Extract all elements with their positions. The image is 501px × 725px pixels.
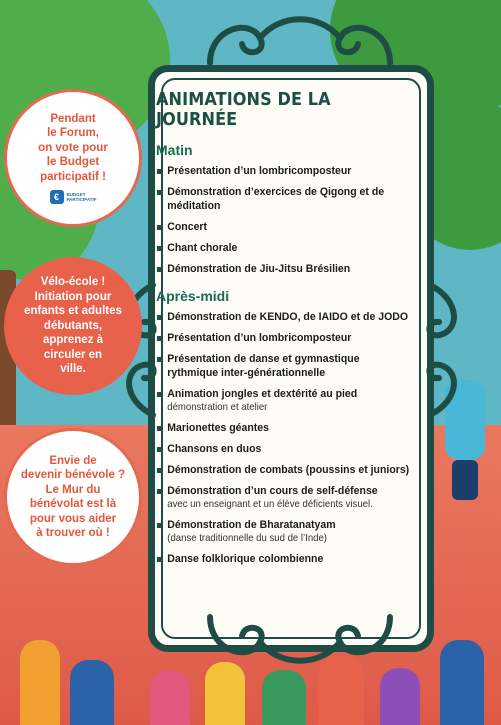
list-item: Démonstration de Jiu-Jitsu Brésilien (156, 262, 410, 276)
list-item: Démonstration d’exercices de Qigong et de méditation (156, 185, 410, 213)
page-title: ANIMATIONS DE LA JOURNÉE (156, 90, 331, 130)
list-item: Démonstration de combats (poussins et juniors) (156, 463, 410, 477)
budget-participatif-bubble: Pendant le Forum, on vote pour le Budget participatif ! € BUDGET PARTICIPATIF (4, 89, 142, 227)
list-item: Présentation d’un lombricomposteur (156, 331, 410, 345)
list-item: Danse folklorique colombienne (156, 552, 410, 566)
frame-ornament-bottom (200, 612, 400, 672)
budget-participatif-logo: € BUDGET PARTICIPATIF (50, 190, 97, 204)
section-heading-apres-midi: Après-midi (156, 288, 230, 304)
benevole-bubble: Envie de devenir bénévole ? Le Mur du bénévolat est là pour vous aider à trouver où ! (4, 428, 142, 566)
euro-icon: € (50, 190, 64, 204)
list-item: Animation jongles et dextérité au pied démonstration et atelier (156, 387, 410, 414)
list-item: Marionettes géantes (156, 421, 410, 435)
list-item: Chansons en duos (156, 442, 410, 456)
program-content (156, 90, 426, 578)
list-apres-midi (156, 310, 426, 566)
list-item: Présentation de danse et gymnastique rythmique inter-générationnelle (156, 352, 410, 380)
velo-ecole-bubble: Vélo-école ! Initiation pour enfants et adultes débutants, apprenez à circuler en ville. (4, 257, 142, 395)
frame-ornament-top (200, 8, 400, 68)
list-item: Démonstration de Bharatanatyam (danse traditionnelle du sud de l’Inde) (156, 518, 410, 545)
list-item: Démonstration de KENDO, de IAIDO et de JODO (156, 310, 410, 324)
list-item: Présentation d’un lombricomposteur (156, 164, 410, 178)
section-heading-matin: Matin (156, 142, 193, 158)
list-item: Concert (156, 220, 410, 234)
list-matin (156, 164, 426, 276)
list-item: Démonstration d’un cours de self-défense avec un enseignant et un élève déficients visuel. (156, 484, 410, 511)
list-item: Chant chorale (156, 241, 410, 255)
frame-ornament-right (425, 280, 465, 420)
